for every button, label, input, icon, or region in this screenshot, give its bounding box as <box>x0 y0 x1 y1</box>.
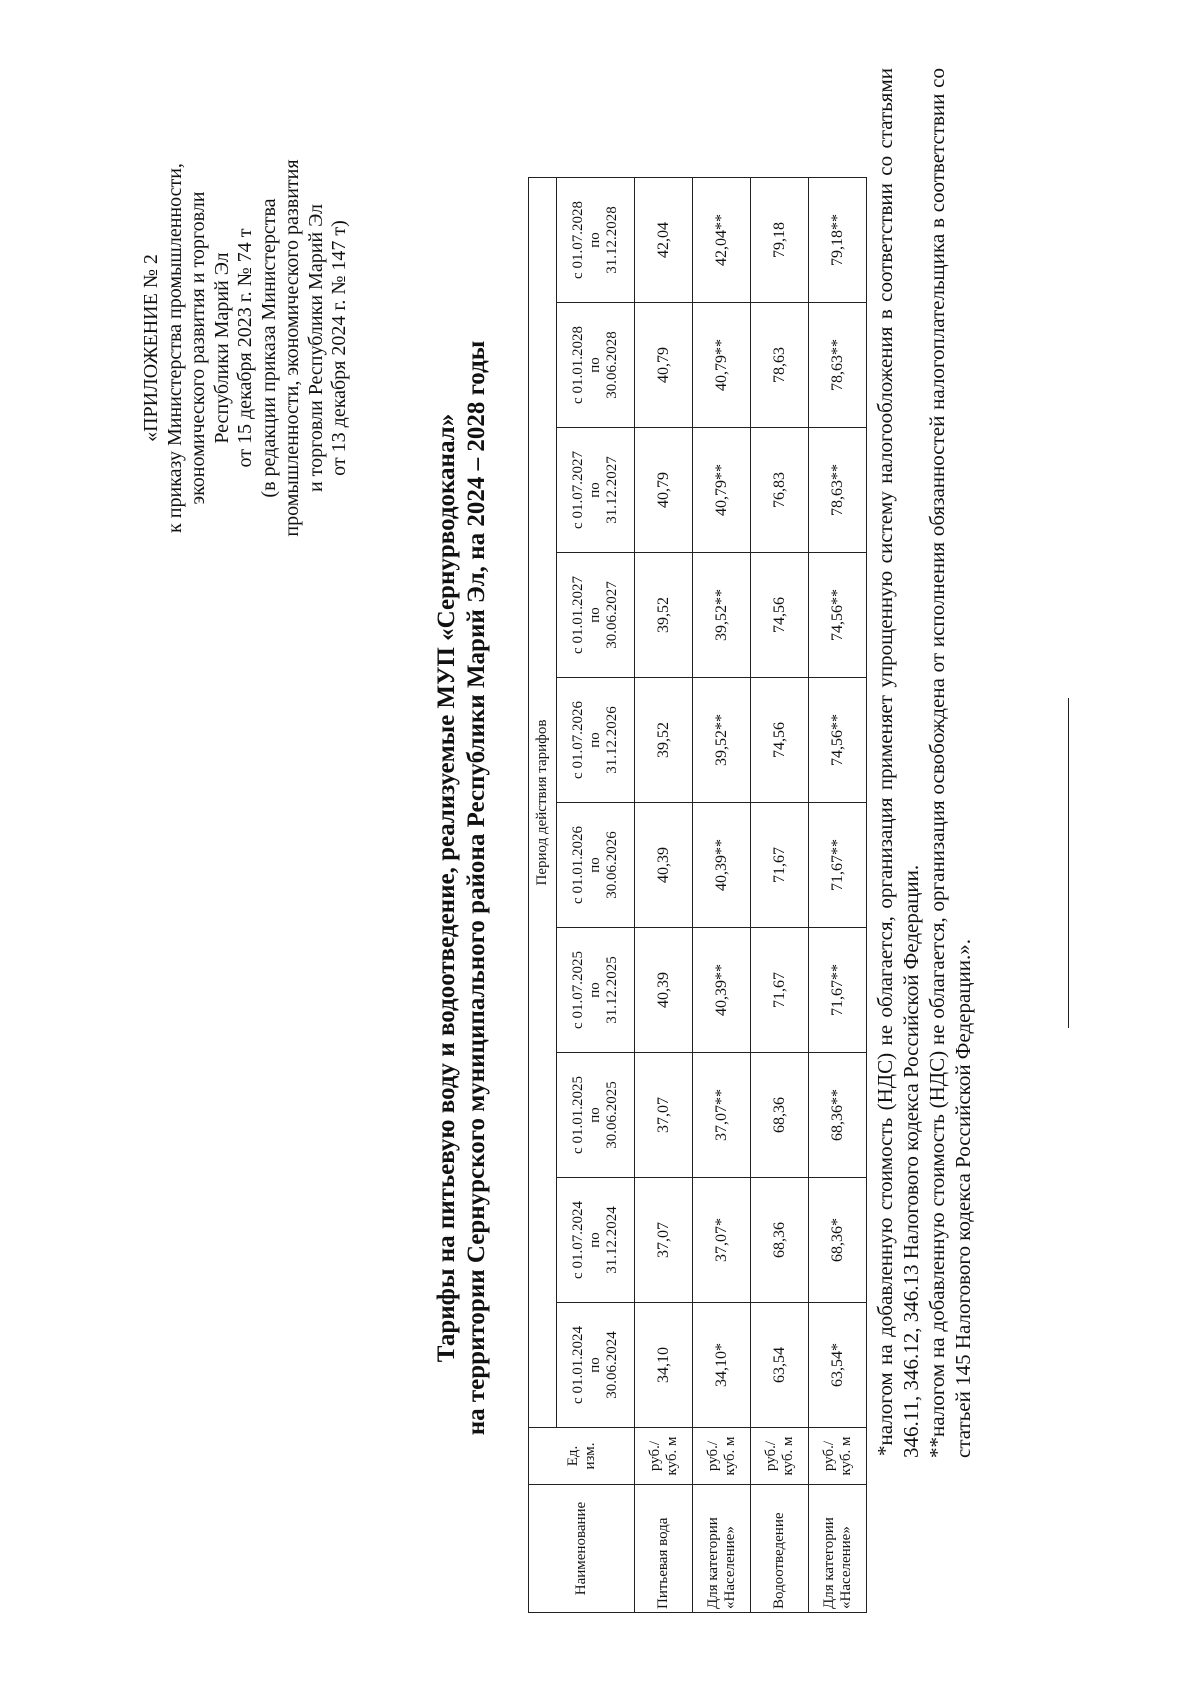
row-unit <box>693 1428 751 1485</box>
unit-line: руб./ <box>820 1440 837 1472</box>
period-po: по <box>587 357 603 373</box>
period-to: 30.06.2028 <box>604 331 620 399</box>
period-from: с 01.01.2026 <box>570 826 586 904</box>
tariff-cell: 40,79 <box>635 428 693 553</box>
appendix-line: от 15 декабря 2023 г. № 74 т <box>234 228 256 468</box>
tariff-cell: 68,36** <box>809 1053 867 1178</box>
period-header <box>557 803 635 928</box>
period-from: с 01.01.2024 <box>570 1326 586 1404</box>
row-name: Водоотведение <box>751 1485 809 1613</box>
rotated-document-page <box>20 28 1150 1668</box>
header-period: Период действия тарифов <box>529 178 557 1428</box>
unit-line: куб. м <box>663 1436 680 1476</box>
footnote-1: *налогом на добавленную стоимость (НДС) не облагается, организация применяет упрощенную систему налогообложения в соответствии со статьями 346.11, 346.12, 346.13 Налогового кодекса Российской Федерации. <box>873 68 923 1458</box>
tariff-cell: 37,07** <box>693 1053 751 1178</box>
period-to: 30.06.2026 <box>604 831 620 899</box>
tariff-cell: 37,07 <box>635 1053 693 1178</box>
tariff-cell: 40,79** <box>693 428 751 553</box>
period-from: с 01.07.2025 <box>570 951 586 1029</box>
tariff-cell: 78,63** <box>809 303 867 428</box>
period-from: с 01.07.2026 <box>570 701 586 779</box>
row-name: Для категории «Население» <box>809 1485 867 1613</box>
row-unit <box>751 1428 809 1485</box>
period-from: с 01.07.2024 <box>570 1201 586 1279</box>
unit-line: руб./ <box>704 1440 721 1472</box>
period-from: с 01.01.2025 <box>570 1076 586 1154</box>
tariff-cell: 74,56 <box>751 553 809 678</box>
title-line-1: Тарифы на питьевую воду и водоотведение, реализуемые МУП «Сернурводоканал» <box>433 413 460 1363</box>
appendix-line: (в редакции приказа Министерства <box>257 198 280 498</box>
appendix-line: экономического развития и торговли <box>187 191 209 505</box>
tariff-cell: 39,52 <box>635 553 693 678</box>
unit-line: куб. м <box>837 1436 854 1476</box>
period-header <box>557 553 635 678</box>
period-header <box>557 678 635 803</box>
period-to: 31.12.2026 <box>604 706 620 774</box>
row-name: Для категории «Население» <box>693 1485 751 1613</box>
tariff-cell: 63,54* <box>809 1303 867 1428</box>
appendix-header <box>140 68 352 628</box>
period-header <box>557 178 635 303</box>
row-unit <box>809 1428 867 1485</box>
period-to: 30.06.2025 <box>604 1081 620 1149</box>
tariff-cell: 71,67 <box>751 803 809 928</box>
period-to: 31.12.2027 <box>604 456 620 524</box>
period-po: по <box>587 1232 603 1248</box>
document-title <box>432 168 492 1608</box>
period-from: с 01.07.2027 <box>570 451 586 529</box>
tariff-cell: 71,67** <box>809 928 867 1053</box>
tariff-cell: 63,54 <box>751 1303 809 1428</box>
tariff-cell: 71,67 <box>751 928 809 1053</box>
tariff-cell: 40,39** <box>693 803 751 928</box>
table-row <box>809 178 867 1613</box>
period-header <box>557 1178 635 1303</box>
appendix-line: промышленности, экономического развития <box>281 159 303 537</box>
period-po: по <box>587 482 603 498</box>
tariff-cell: 76,83 <box>751 428 809 553</box>
unit-line: руб./ <box>646 1440 663 1472</box>
period-to: 31.12.2028 <box>604 206 620 274</box>
period-po: по <box>587 857 603 873</box>
period-po: по <box>587 732 603 748</box>
row-unit <box>635 1428 693 1485</box>
period-po: по <box>587 607 603 623</box>
table-row <box>635 178 693 1613</box>
tariff-cell: 71,67** <box>809 803 867 928</box>
tariff-cell: 40,79** <box>693 303 751 428</box>
unit-line: руб./ <box>762 1440 779 1472</box>
appendix-line: «ПРИЛОЖЕНИЕ № 2 <box>140 254 162 442</box>
period-po: по <box>587 232 603 248</box>
tariff-cell: 68,36 <box>751 1053 809 1178</box>
tariff-cell: 78,63** <box>809 428 867 553</box>
tariff-cell: 79,18 <box>751 178 809 303</box>
tariff-cell: 42,04 <box>635 178 693 303</box>
tariff-cell: 39,52** <box>693 678 751 803</box>
period-header <box>557 428 635 553</box>
tariff-cell: 42,04** <box>693 178 751 303</box>
tariff-cell: 40,39 <box>635 928 693 1053</box>
period-po: по <box>587 982 603 998</box>
tariff-cell: 40,79 <box>635 303 693 428</box>
tariff-cell: 37,07 <box>635 1178 693 1303</box>
tariff-cell: 37,07* <box>693 1178 751 1303</box>
period-to: 31.12.2025 <box>604 956 620 1024</box>
unit-line: куб. м <box>779 1436 796 1476</box>
period-header <box>557 303 635 428</box>
tariff-cell: 79,18** <box>809 178 867 303</box>
tariff-cell: 40,39 <box>635 803 693 928</box>
period-po: по <box>587 1107 603 1123</box>
period-from: с 01.07.2028 <box>570 201 586 279</box>
tariff-cell: 74,56 <box>751 678 809 803</box>
table-row <box>751 178 809 1613</box>
period-header <box>557 1303 635 1428</box>
table-row <box>693 178 751 1613</box>
tariff-cell: 34,10 <box>635 1303 693 1428</box>
appendix-line: от 13 декабря 2024 г. № 147 т) <box>328 220 350 476</box>
tariffs-table <box>528 177 867 1613</box>
period-from: с 01.01.2028 <box>570 326 586 404</box>
tariff-cell: 34,10* <box>693 1303 751 1428</box>
period-header <box>557 928 635 1053</box>
tariff-cell: 78,63 <box>751 303 809 428</box>
period-to: 30.06.2024 <box>604 1331 620 1399</box>
period-header <box>557 1053 635 1178</box>
appendix-line: и торговли Республики Марий Эл <box>304 203 327 493</box>
footnote-2: **налогом на добавленную стоимость (НДС) не облагается, организация освобождена от исполнения обязанностей налогоплательщика в соответствии со статьей 145 Налогового кодекса Российской Федерации.». <box>925 68 975 1458</box>
tariff-cell: 74,56** <box>809 678 867 803</box>
closing-rule <box>1068 698 1069 1028</box>
title-line-2: на территории Сернурского муниципального района Республики Марий Эл, на 2024 – 2028 годы <box>463 340 490 1436</box>
period-from: с 01.01.2027 <box>570 576 586 654</box>
header-name: Наименование <box>529 1485 635 1613</box>
appendix-line: к приказу Министерства промышленности, <box>163 163 186 533</box>
row-name: Питьевая вода <box>635 1485 693 1613</box>
tariff-cell: 39,52 <box>635 678 693 803</box>
tariff-cell: 74,56** <box>809 553 867 678</box>
period-po: по <box>587 1357 603 1373</box>
appendix-line: Республики Марий Эл <box>210 252 233 444</box>
tariff-cell: 68,36 <box>751 1178 809 1303</box>
period-to: 31.12.2024 <box>604 1206 620 1274</box>
tariff-cell: 68,36* <box>809 1178 867 1303</box>
tariff-cell: 39,52** <box>693 553 751 678</box>
period-to: 30.06.2027 <box>604 581 620 649</box>
tariff-cell: 40,39** <box>693 928 751 1053</box>
footnotes <box>872 68 976 1458</box>
unit-line: куб. м <box>721 1436 738 1476</box>
header-unit: Ед. изм. <box>529 1428 635 1485</box>
